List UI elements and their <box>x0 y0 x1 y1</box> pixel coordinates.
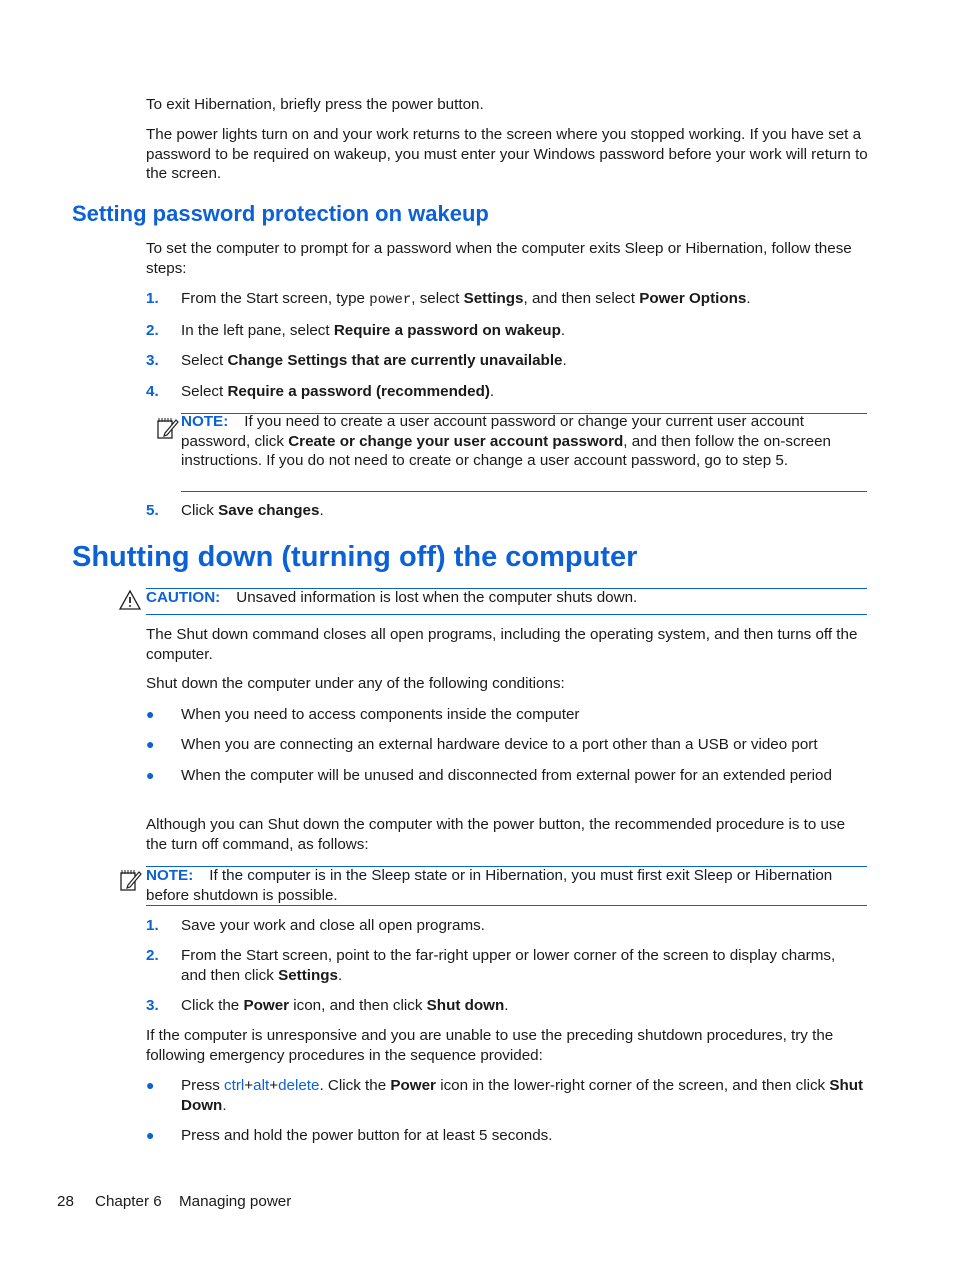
text: Select <box>181 383 228 400</box>
note-icon <box>156 416 180 440</box>
key-ctrl: ctrl <box>224 1077 245 1094</box>
text: In the left pane, select <box>181 322 334 339</box>
bold-text: Power Options <box>639 290 747 307</box>
bold-text: Settings <box>463 290 524 307</box>
text: , select <box>411 290 464 307</box>
code-text: power <box>369 292 412 308</box>
step-number: 4. <box>146 383 159 400</box>
bold-text: Change Settings that are currently unavailable <box>227 352 563 369</box>
caution-box <box>146 588 866 608</box>
caution-text: Unsaved information is lost when the computer shuts down. <box>236 589 638 606</box>
text: . <box>562 352 567 369</box>
text: icon, and then click <box>289 997 427 1014</box>
bold-text: Save changes <box>218 502 320 519</box>
step-number: 2. <box>146 947 159 964</box>
step-number: 3. <box>146 352 159 369</box>
bold-text: Power <box>390 1077 436 1094</box>
key-delete: delete <box>278 1077 320 1094</box>
password-lead: To set the computer to prompt for a password when the computer exits Sleep or Hibernation, follow these steps: <box>146 240 852 277</box>
step-text <box>181 321 871 341</box>
step-number: 3. <box>146 997 159 1014</box>
text: icon in the lower-right corner of the screen, and then click <box>435 1077 830 1094</box>
note-rule-bottom <box>181 491 867 492</box>
bold-text: Shut Down <box>181 1077 864 1114</box>
caution-label: CAUTION: <box>146 589 221 606</box>
intro-paragraph-2: The power lights turn on and your work returns to the screen where you stopped working. If you have set a password to be required on wakeup, you must enter your Windows password before your work will return to the screen. <box>146 126 868 182</box>
condition-text: When the computer will be unused and disconnected from external power for an extended period <box>181 767 832 784</box>
bullet-icon: ● <box>146 1127 155 1143</box>
text: . <box>222 1096 227 1114</box>
note-text: If the computer is in the Sleep state or in Hibernation, you must first exit Sleep or Hibernation before shutdown is possible. <box>146 867 833 904</box>
text: . <box>746 290 751 307</box>
text: From the Start screen, point to the far-right upper or lower corner of the screen to display charms, and then click <box>181 947 836 984</box>
step-text <box>181 501 871 521</box>
text: From the Start screen, type <box>181 290 370 307</box>
footer-title: Managing power <box>179 1193 292 1210</box>
text: . <box>338 966 343 984</box>
key-alt: alt <box>253 1077 270 1094</box>
shutdown-paragraph-2: Shut down the computer under any of the following conditions: <box>146 675 565 692</box>
condition-text: When you are connecting an external hardware device to a port other than a USB or video port <box>181 736 818 753</box>
emergency-text <box>181 1076 871 1115</box>
note-rule-bottom <box>146 905 867 906</box>
bold-text: Create or change your user account password <box>288 432 624 450</box>
text: . Click the <box>319 1077 391 1094</box>
shutdown-paragraph-1: The Shut down command closes all open programs, including the operating system, and then turns off the computer. <box>146 626 858 663</box>
bullet-icon: ● <box>146 1077 155 1093</box>
bold-text: Settings <box>278 966 339 984</box>
section-heading-shutdown: Shutting down (turning off) the computer <box>72 541 638 573</box>
bullet-icon: ● <box>146 736 155 752</box>
shutdown-paragraph-3: Although you can Shut down the computer with the power button, the recommended procedure is to use the turn off command, as follows: <box>146 816 846 853</box>
text: + <box>244 1077 254 1094</box>
footer-chapter: Chapter 6 <box>95 1193 162 1210</box>
emergency-text: Press and hold the power button for at least 5 seconds. <box>181 1127 553 1144</box>
step-text <box>181 382 871 402</box>
note-icon <box>119 868 143 892</box>
text: If you need to create a user account password or change your current user account password, click <box>181 413 804 450</box>
text: Press <box>181 1077 225 1094</box>
step-number: 2. <box>146 322 159 339</box>
text: . <box>504 997 509 1014</box>
caution-rule-bottom <box>146 614 867 615</box>
text: . <box>319 502 324 519</box>
note-password <box>181 412 865 471</box>
step-number: 1. <box>146 290 159 307</box>
page-number: 28 <box>57 1193 74 1210</box>
step-number: 5. <box>146 502 159 519</box>
text: Click <box>181 502 219 519</box>
section-heading-password: Setting password protection on wakeup <box>72 201 489 226</box>
text: Click the <box>181 997 244 1014</box>
caution-icon <box>118 589 142 611</box>
intro-paragraph-1: To exit Hibernation, briefly press the power button. <box>146 96 484 113</box>
note-label: NOTE: <box>146 867 194 884</box>
text: + <box>269 1077 279 1094</box>
step-number: 1. <box>146 917 159 934</box>
text: . <box>560 322 566 339</box>
bullet-icon: ● <box>146 767 155 783</box>
note-label: NOTE: <box>181 413 229 430</box>
bold-text: Require a password on wakeup <box>333 322 561 339</box>
step-text <box>181 946 841 985</box>
text: . <box>489 383 495 400</box>
text: , and then select <box>523 290 640 307</box>
bold-text: Power <box>243 997 290 1014</box>
step-text <box>181 351 871 371</box>
step-text <box>181 996 871 1016</box>
shutdown-paragraph-4: If the computer is unresponsive and you are unable to use the preceding shutdown procedures, try the following emergency procedures in the sequence provided: <box>146 1027 834 1064</box>
condition-text: When you need to access components inside the computer <box>181 706 580 723</box>
bold-text: Require a password (recommended) <box>227 383 490 400</box>
bullet-icon: ● <box>146 706 155 722</box>
step-text <box>181 289 871 311</box>
text: Select <box>181 352 228 369</box>
note-shutdown <box>146 866 866 905</box>
step-text: Save your work and close all open programs. <box>181 917 485 934</box>
bold-text: Shut down <box>426 997 505 1014</box>
text: , and then follow the on-screen instructions. If you do not need to create or change a user account password, go to step 5. <box>181 432 831 469</box>
